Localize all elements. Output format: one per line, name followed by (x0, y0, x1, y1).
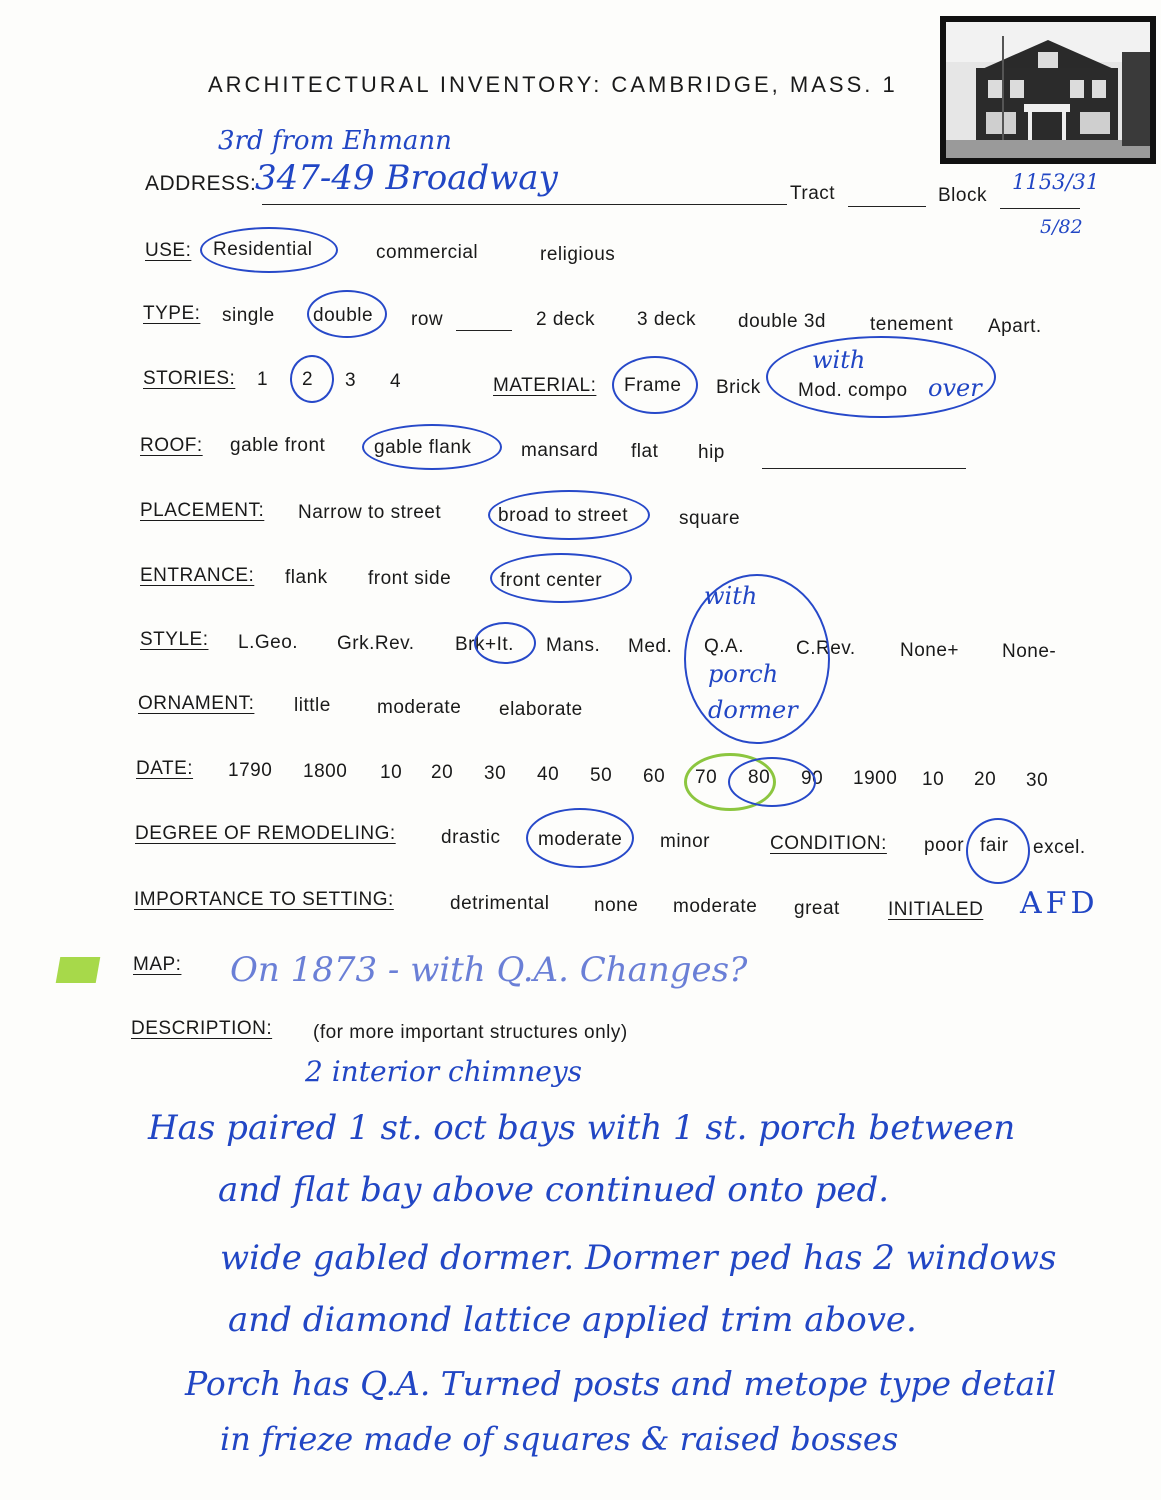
tract-label: Tract (790, 183, 836, 204)
date-10: 10 (380, 762, 403, 783)
style-mans: Mans. (546, 635, 601, 656)
date-blue-circle (728, 757, 816, 807)
date-label: DATE: (136, 758, 194, 779)
house-image (946, 22, 1150, 158)
date-50: 50 (590, 765, 613, 786)
block-value: 1153/31 (1012, 170, 1100, 194)
date-30b: 30 (1026, 770, 1049, 791)
style-brkit-circle (474, 622, 536, 664)
description-line-4: and diamond lattice applied trim above. (228, 1300, 917, 1340)
form-title: ARCHITECTURAL INVENTORY: CAMBRIDGE, MASS. 1 (208, 72, 898, 97)
description-label: DESCRIPTION: (131, 1018, 273, 1039)
style-med: Med. (628, 636, 673, 657)
stories-circle (290, 355, 334, 403)
style-brkit: Brk+It. (455, 634, 514, 655)
ornament-moderate: moderate (377, 697, 462, 718)
description-line-6: in frieze made of squares & raised bosses (220, 1420, 899, 1458)
roof-flat: flat (631, 441, 659, 462)
importance-detrimental: detrimental (450, 893, 550, 914)
entrance-flank: flank (285, 567, 328, 588)
description-note: (for more important structures only) (313, 1022, 628, 1043)
roof-circle (362, 424, 502, 470)
type-double3d: double 3d (738, 311, 826, 332)
roof-hip: hip (698, 442, 725, 463)
use-circle (200, 227, 338, 273)
initialed-label: INITIALED (888, 899, 984, 920)
importance-label: IMPORTANCE TO SETTING: (134, 889, 394, 910)
location-note: 3rd from Ehmann (218, 126, 452, 156)
material-label: MATERIAL: (493, 375, 597, 396)
material-mod-compo: Mod. compo (798, 380, 908, 401)
stories-2: 2 (302, 369, 314, 390)
type-single: single (222, 305, 275, 326)
style-note-dormer: dormer (708, 696, 798, 724)
ornament-elaborate: elaborate (499, 699, 583, 720)
date-1790: 1790 (228, 760, 273, 781)
use-residential: Residential (213, 239, 313, 260)
style-note-with: with (704, 582, 758, 610)
material-note: with (812, 346, 866, 374)
material-note-over: over (928, 374, 982, 402)
map-label: MAP: (133, 954, 182, 975)
date-10b: 10 (922, 769, 945, 790)
style-qa: Q.A. (704, 636, 745, 657)
importance-none: none (594, 895, 639, 916)
style-none-minus: None- (1002, 641, 1057, 662)
date-1800: 1800 (303, 761, 348, 782)
description-line-5: Porch has Q.A. Turned posts and metope type detail (185, 1364, 1057, 1403)
stories-1: 1 (257, 369, 269, 390)
material-frame: Frame (624, 375, 682, 396)
remodeling-moderate: moderate (538, 829, 623, 850)
remodeling-drastic: drastic (441, 827, 501, 848)
type-double: double (313, 305, 374, 326)
stories-4: 4 (390, 371, 402, 392)
importance-moderate: moderate (673, 896, 758, 917)
roof-mansard: mansard (521, 440, 599, 461)
placement-narrow: Narrow to street (298, 502, 442, 523)
roof-gable-flank: gable flank (374, 437, 472, 458)
entrance-front-center: front center (500, 570, 603, 591)
stories-label: STORIES: (143, 368, 236, 389)
tract-line (848, 206, 926, 207)
material-frame-circle (612, 356, 698, 414)
map-note: On 1873 - with Q.A. Changes? (230, 950, 748, 990)
roof-label: ROOF: (140, 435, 203, 456)
address-value: 347-49 Broadway (255, 158, 558, 198)
condition-label: CONDITION: (770, 833, 887, 854)
green-highlight-mark (56, 957, 101, 983)
placement-broad: broad to street (498, 505, 629, 526)
condition-fair: fair (980, 835, 1009, 856)
block-date: 5/82 (1040, 216, 1083, 238)
description-line-1: Has paired 1 st. oct bays with 1 st. porch between (148, 1108, 1016, 1148)
placement-circle (488, 490, 650, 540)
type-3deck: 3 deck (637, 309, 696, 330)
date-20: 20 (431, 762, 454, 783)
date-20b: 20 (974, 769, 997, 790)
date-80: 80 (748, 767, 771, 788)
style-crev: C.Rev. (796, 638, 856, 659)
placement-label: PLACEMENT: (140, 500, 265, 521)
style-note-porch: porch (708, 660, 779, 688)
style-lgeo: L.Geo. (238, 632, 299, 653)
entrance-front-side: front side (368, 568, 452, 589)
date-1900: 1900 (853, 768, 898, 789)
type-apart: Apart. (988, 316, 1042, 337)
type-circle (307, 290, 387, 338)
style-label: STYLE: (140, 629, 209, 650)
type-row: row (411, 309, 444, 330)
material-brick: Brick (716, 377, 761, 398)
initials: AFD (1020, 886, 1099, 921)
remodeling-circle (526, 808, 634, 868)
remodeling-label: DEGREE OF REMODELING: (135, 823, 396, 844)
ornament-little: little (294, 695, 331, 716)
type-tenement: tenement (870, 314, 954, 335)
stories-3: 3 (345, 370, 357, 391)
material-mod-circle (766, 336, 996, 418)
house-photo (940, 16, 1156, 164)
importance-great: great (794, 898, 840, 919)
description-line-3: wide gabled dormer. Dormer ped has 2 windows (220, 1238, 1057, 1278)
type-blank (456, 330, 512, 331)
condition-excel: excel. (1033, 837, 1086, 858)
roof-gable-front: gable front (230, 435, 326, 456)
entrance-circle (490, 553, 632, 603)
description-line-2: and flat bay above continued onto ped. (218, 1170, 890, 1210)
use-label: USE: (145, 240, 192, 261)
date-40: 40 (537, 764, 560, 785)
condition-poor: poor (924, 835, 965, 856)
type-label: TYPE: (143, 303, 201, 324)
date-70: 70 (695, 767, 718, 788)
block-line (1000, 208, 1080, 209)
use-religious: religious (540, 244, 616, 265)
use-commercial: commercial (376, 242, 479, 263)
style-none-plus: None+ (900, 640, 960, 661)
style-grkrev: Grk.Rev. (337, 633, 415, 654)
date-90: 90 (801, 768, 824, 789)
address-label: ADDRESS: (145, 172, 257, 195)
block-label: Block (938, 185, 987, 206)
ornament-label: ORNAMENT: (138, 693, 255, 714)
placement-square: square (679, 508, 741, 529)
remodeling-minor: minor (660, 831, 711, 852)
address-line (262, 204, 787, 205)
date-30: 30 (484, 763, 507, 784)
condition-circle (966, 818, 1030, 884)
date-60: 60 (643, 766, 666, 787)
roof-blank (762, 468, 966, 469)
type-2deck: 2 deck (536, 309, 595, 330)
description-line-0: 2 interior chimneys (305, 1055, 583, 1088)
entrance-label: ENTRANCE: (140, 565, 255, 586)
